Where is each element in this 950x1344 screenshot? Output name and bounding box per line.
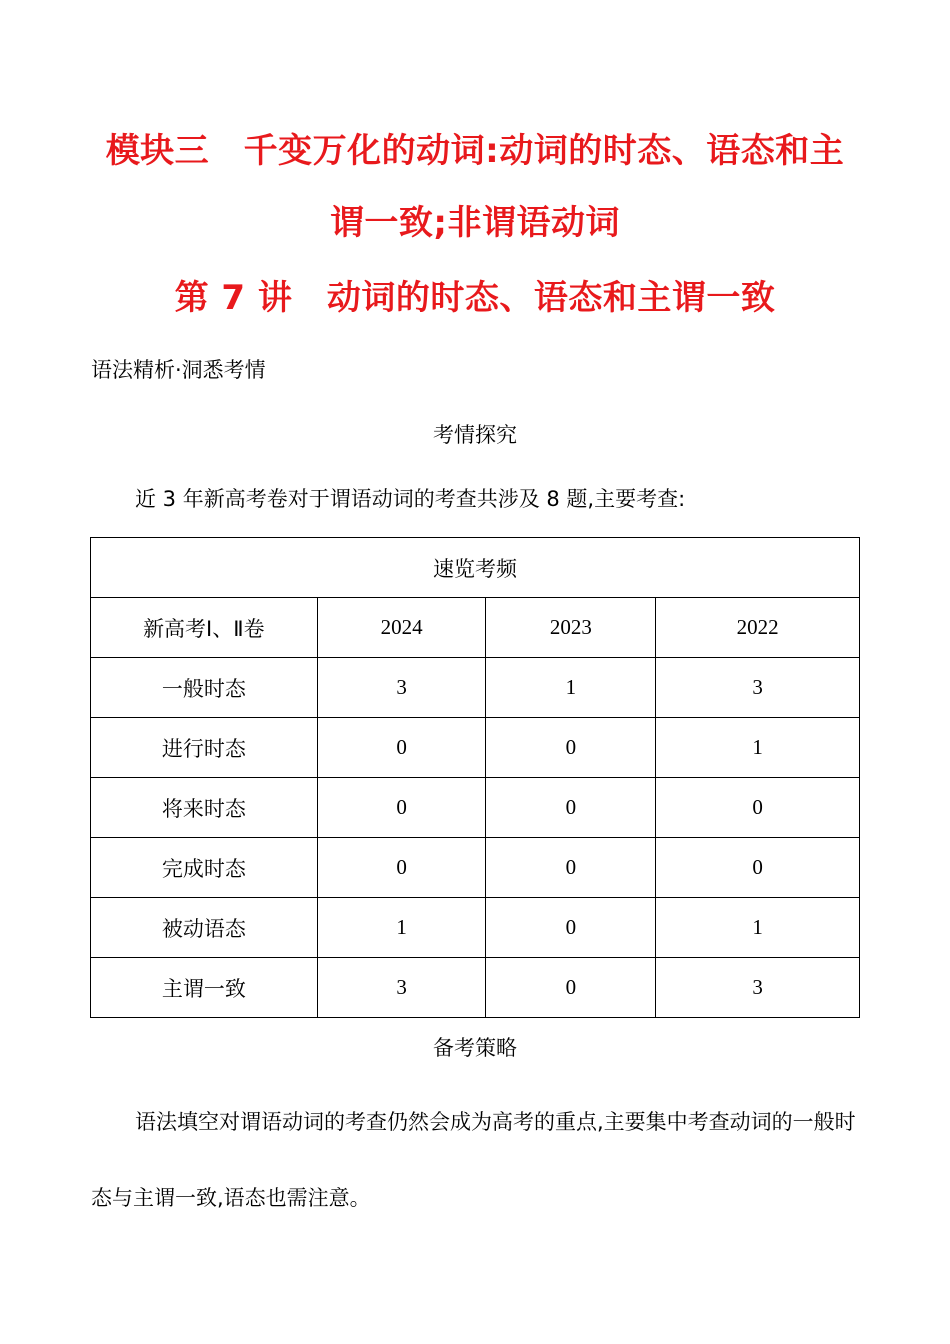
table-cell: 0 — [656, 838, 860, 898]
strategy-heading: 备考策略 — [433, 1036, 517, 1060]
table-cell: 3 — [317, 958, 486, 1018]
table-row — [91, 898, 860, 958]
table-cell: 1 — [486, 658, 656, 718]
table-cell: 0 — [486, 778, 656, 838]
header-cell-year: 2024 — [317, 598, 486, 658]
table-cell: 0 — [486, 838, 656, 898]
table-cell: 3 — [656, 958, 860, 1018]
table-row — [91, 718, 860, 778]
table-cell: 0 — [486, 718, 656, 778]
exam-analysis-heading: 考情探究 — [433, 423, 517, 447]
table-cell: 0 — [486, 898, 656, 958]
section-label: 语法精析·洞悉考情 — [91, 358, 266, 382]
module-title-line-2: 谓一致;非谓语动词 — [329, 203, 621, 243]
row-label: 被动语态 — [91, 898, 318, 958]
table-cell: 0 — [486, 958, 656, 1018]
row-label: 完成时态 — [91, 838, 318, 898]
table-caption-row — [91, 538, 860, 598]
row-label: 一般时态 — [91, 658, 318, 718]
frequency-table — [90, 537, 860, 1018]
row-label: 主谓一致 — [91, 958, 318, 1018]
table-cell: 0 — [317, 838, 486, 898]
table-row — [91, 838, 860, 898]
module-title-line-1: 模块三 千变万化的动词:动词的时态、语态和主 — [105, 131, 845, 171]
intro-paragraph: 近 3 年新高考卷对于谓语动词的考查共涉及 8 题,主要考查: — [135, 487, 686, 511]
header-cell-exam: 新高考Ⅰ、Ⅱ卷 — [91, 598, 318, 658]
row-label: 将来时态 — [91, 778, 318, 838]
table-cell: 1 — [317, 898, 486, 958]
table-row — [91, 778, 860, 838]
table-cell: 1 — [656, 898, 860, 958]
strategy-paragraph: 语法填空对谓语动词的考查仍然会成为高考的重点,主要集中考查动词的一般时态与主谓一致,语态也需注意。 — [91, 1110, 856, 1210]
table-cell: 0 — [317, 778, 486, 838]
table-cell: 3 — [317, 658, 486, 718]
table-header-row — [91, 598, 860, 658]
table-cell: 1 — [656, 718, 860, 778]
table-row — [91, 958, 860, 1018]
header-cell-year: 2023 — [486, 598, 656, 658]
table-caption: 速览考频 — [91, 538, 860, 598]
lesson-title: 第 7 讲 动词的时态、语态和主谓一致 — [174, 278, 776, 318]
table-cell: 3 — [656, 658, 860, 718]
table-cell: 0 — [656, 778, 860, 838]
row-label: 进行时态 — [91, 718, 318, 778]
table-cell: 0 — [317, 718, 486, 778]
table-row — [91, 658, 860, 718]
header-cell-year: 2022 — [656, 598, 860, 658]
